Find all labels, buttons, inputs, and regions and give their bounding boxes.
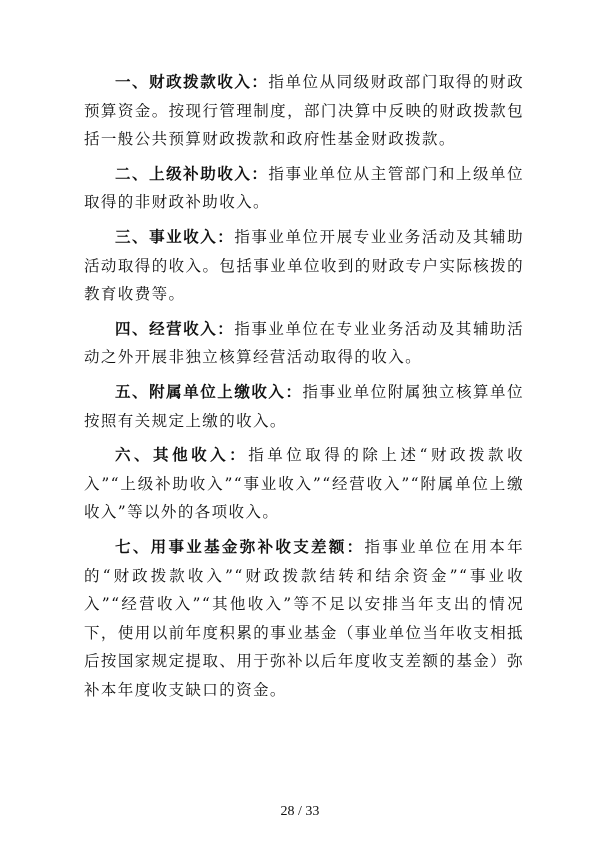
term-definition: 指事业单位附属独立核算单位按照有关规定上缴的收入。 bbox=[84, 382, 525, 430]
term-definition: 指单位从同级财政部门取得的财政预算资金。按现行管理制度，部门决算中反映的财政拨款包括一般公共预算财政拨款和政府性基金财政拨款。 bbox=[84, 73, 524, 149]
term-heading: 六、其他收入： bbox=[115, 446, 249, 465]
paragraph-subsidiary-remittance-income bbox=[84, 378, 524, 435]
term-heading: 五、附属单位上缴收入： bbox=[115, 382, 303, 401]
term-heading: 二、上级补助收入： bbox=[115, 164, 269, 183]
term-heading: 一、财政拨款收入： bbox=[115, 73, 269, 91]
term-heading: 四、经营收入： bbox=[115, 319, 235, 338]
term-definition: 指事业单位在专业业务活动及其辅助活动之外开展非独立核算经营活动取得的收入。 bbox=[84, 319, 524, 367]
term-definition: 指单位取得的除上述“财政拨款收入”“上级补助收入”“事业收入”“经营收入”“附属单位上缴收入”等以外的各项收入。 bbox=[84, 446, 524, 522]
paragraph-other-income bbox=[84, 441, 524, 527]
paragraph-fiscal-appropriation-income bbox=[84, 68, 524, 154]
page-number: 28 / 33 bbox=[280, 804, 320, 819]
term-definition: 指事业单位在用本年的“财政拨款收入”“财政拨款结转和结余资金”“事业收入”“经营收入”“其他收入”等不足以安排当年支出的情况下，使用以前年度积累的事业基金（事业单位当年收支相抵后按国家规定提取、用于弥补以后年度收支差额的基金）弥补本年度收支缺口的资金。 bbox=[84, 537, 524, 699]
paragraph-business-income bbox=[84, 223, 524, 309]
paragraph-superior-subsidy-income bbox=[84, 160, 524, 217]
term-definition: 指事业单位开展专业业务活动及其辅助活动取得的收入。包括事业单位收到的财政专户实际核拨的教育收费等。 bbox=[84, 227, 524, 304]
paragraph-business-fund-offset bbox=[84, 533, 524, 705]
paragraph-operating-income bbox=[84, 315, 524, 372]
term-definition: 指事业单位从主管部门和上级单位取得的非财政补助收入。 bbox=[84, 164, 524, 212]
term-heading: 七、用事业基金弥补收支差额： bbox=[115, 537, 365, 556]
term-heading: 三、事业收入： bbox=[115, 227, 235, 246]
document-body bbox=[84, 68, 524, 710]
